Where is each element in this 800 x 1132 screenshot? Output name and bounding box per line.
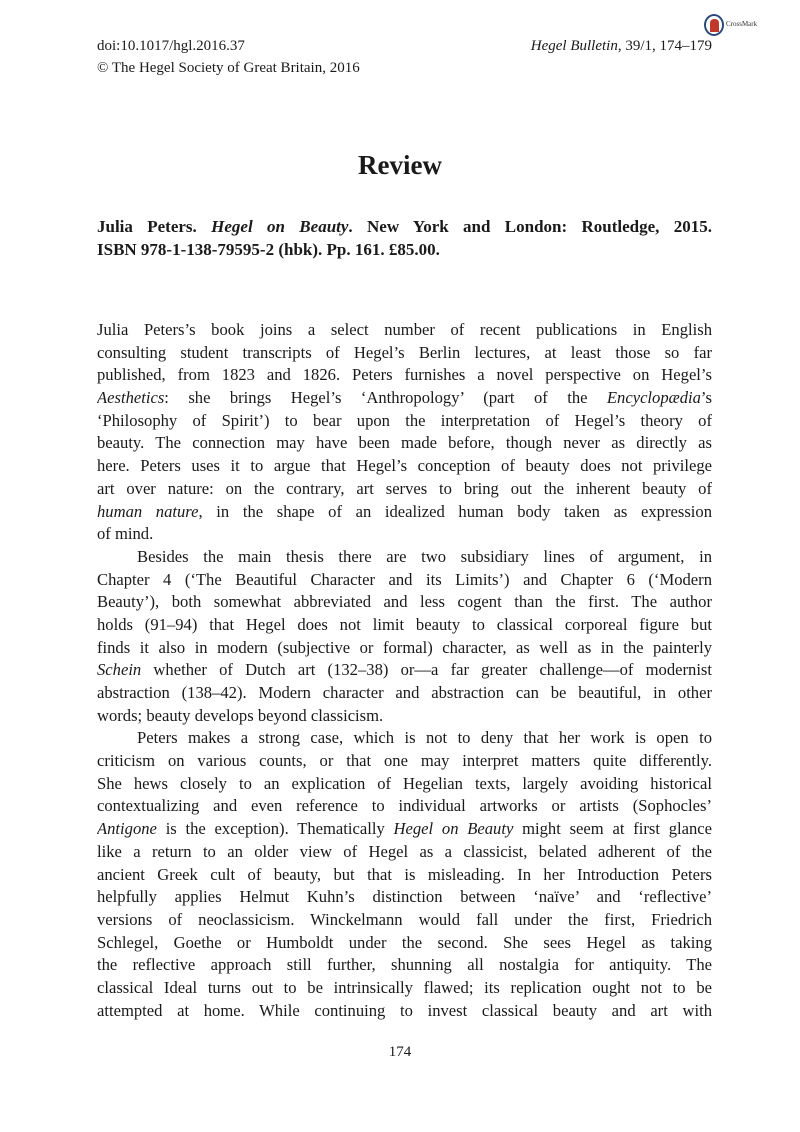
text-line bbox=[97, 523, 712, 546]
page-number: 174 bbox=[388, 1044, 412, 1060]
text-segment: Peters makes a strong case, which is not to deny that her work is open to bbox=[137, 728, 712, 748]
text-line bbox=[97, 773, 712, 796]
text-segment: is the exception). Thematically bbox=[156, 819, 394, 839]
book-citation bbox=[97, 215, 712, 261]
text-segment: helpfully applies Helmut Kuhn’s distinction between ‘naïve’ and ‘reflective’ bbox=[97, 887, 712, 907]
text-segment: abstraction (138–42). Modern character and abstraction can be beautiful, in other bbox=[97, 683, 712, 702]
text-segment: here. Peters uses it to argue that Hegel’s conception of beauty does not privilege bbox=[97, 456, 712, 476]
text-line bbox=[97, 410, 712, 433]
text-segment: , in the shape of an idealized human body taken as expression bbox=[198, 501, 712, 521]
text-segment: finds it also in modern (subjective or formal) character, as well as in the painterly bbox=[97, 637, 712, 657]
paragraph bbox=[97, 319, 712, 546]
text-segment: criticism on various counts, or that one may interpret matters quite differently. bbox=[97, 751, 712, 771]
citation-publisher: . New York and London: Routledge, 2015. bbox=[348, 217, 713, 236]
italic-text: Encyclopædia bbox=[606, 388, 701, 408]
page-title: Review bbox=[358, 150, 442, 180]
text-line bbox=[97, 432, 712, 455]
text-line bbox=[97, 342, 712, 365]
citation-author: Julia Peters bbox=[97, 217, 193, 236]
journal-name: Hegel Bulletin bbox=[530, 38, 618, 54]
italic-text: human nature bbox=[97, 501, 199, 521]
text-line bbox=[97, 319, 712, 342]
citation-separator: . bbox=[192, 217, 212, 236]
text-line bbox=[97, 932, 712, 955]
text-line bbox=[97, 364, 712, 387]
review-body bbox=[97, 319, 712, 1022]
text-segment: versions of neoclassicism. Winckelmann would fall under the first, Friedrich bbox=[97, 909, 712, 929]
text-line bbox=[97, 591, 712, 614]
text-segment: Besides the main thesis there are two subsidiary lines of argument, in bbox=[137, 546, 712, 566]
paragraph bbox=[97, 546, 712, 728]
italic-text: Aesthetics bbox=[97, 388, 165, 408]
text-line bbox=[97, 886, 712, 909]
text-segment: She hews closely to an explication of Hegelian texts, largely avoiding historical bbox=[97, 773, 712, 793]
text-line bbox=[97, 864, 712, 887]
text-segment: the reflective approach still further, shunning all nostalgia for antiquity. The bbox=[97, 955, 712, 975]
text-segment: of mind. bbox=[97, 524, 154, 544]
text-line bbox=[97, 478, 712, 501]
text-segment: words; beauty develops beyond classicism. bbox=[97, 705, 384, 725]
text-line bbox=[97, 637, 712, 660]
text-line bbox=[97, 954, 712, 977]
journal-issue: , 39/1, 174–179 bbox=[617, 38, 712, 54]
text-segment: whether of Dutch art (132–38) or—a far greater challenge—of modernist bbox=[141, 660, 712, 680]
text-line bbox=[97, 387, 712, 410]
text-line bbox=[97, 1000, 712, 1023]
text-segment: ‘Philosophy of Spirit’) to bear upon the interpretation of Hegel’s theory of bbox=[97, 410, 712, 430]
italic-text: Hegel on Beauty bbox=[393, 819, 514, 839]
text-line bbox=[97, 705, 712, 728]
text-segment: Schlegel, Goethe or Humboldt under the second. She sees Hegel as taking bbox=[97, 932, 712, 952]
text-line bbox=[97, 455, 712, 478]
text-line bbox=[97, 977, 712, 1000]
text-segment: like a return to an older view of Hegel as a classicist, belated adherent of the bbox=[97, 841, 712, 861]
text-segment: classical Ideal turns out to be intrinsically flawed; its replication ought not to be bbox=[97, 977, 712, 997]
text-line bbox=[97, 569, 712, 592]
text-line bbox=[97, 546, 712, 569]
text-line bbox=[97, 727, 712, 750]
text-segment: published, from 1823 and 1826. Peters furnishes a novel perspective on Hegel’s bbox=[97, 365, 712, 385]
paragraph bbox=[97, 727, 712, 1022]
text-segment: ancient Greek cult of beauty, but that is misleading. In her Introduction Peters bbox=[97, 864, 712, 884]
italic-text: Antigone bbox=[97, 819, 157, 839]
text-segment: ’s bbox=[700, 388, 712, 408]
text-segment: art over nature: on the contrary, art serves to bring out the inherent beauty of bbox=[97, 478, 712, 498]
text-segment: holds (91–94) that Hegel does not limit beauty to classical corporeal figure but bbox=[97, 614, 712, 634]
text-line bbox=[97, 614, 712, 637]
crossmark-badge[interactable] bbox=[704, 14, 764, 40]
text-segment: consulting student transcripts of Hegel’s Berlin lectures, at least those so far bbox=[97, 342, 712, 362]
text-segment: Chapter 4 (‘The Beautiful Character and its Limits’) and Chapter 6 (‘Modern bbox=[97, 569, 712, 589]
text-line bbox=[97, 659, 712, 682]
text-line bbox=[97, 841, 712, 864]
text-line bbox=[97, 795, 712, 818]
text-line bbox=[97, 682, 712, 705]
italic-text: Schein bbox=[97, 660, 142, 680]
journal-reference bbox=[531, 35, 712, 57]
text-segment: might seem at first glance bbox=[513, 819, 712, 839]
text-line bbox=[97, 909, 712, 932]
text-segment: : she brings Hegel’s ‘Anthropology’ (part of the bbox=[164, 388, 607, 408]
text-line bbox=[97, 501, 712, 524]
doi-link[interactable]: doi:10.1017/hgl.2016.37 bbox=[97, 38, 245, 54]
text-segment: attempted at home. While continuing to invest classical beauty and art with bbox=[97, 1000, 712, 1020]
crossmark-icon bbox=[704, 14, 724, 36]
copyright-notice: © The Hegel Society of Great Britain, 2016 bbox=[97, 60, 360, 76]
text-segment: Julia Peters’s book joins a select number of recent publications in English bbox=[97, 320, 712, 339]
citation-isbn-price: ISBN 978-1-138-79595-2 (hbk). Pp. 161. £85.00. bbox=[97, 240, 440, 259]
text-segment: contextualizing and even reference to individual artworks or artists (Sophocles’ bbox=[97, 796, 712, 816]
text-line bbox=[97, 750, 712, 773]
crossmark-label: CrossMark bbox=[726, 20, 758, 28]
text-segment: Beauty’), both somewhat abbreviated and less cogent than the first. The author bbox=[97, 592, 712, 612]
citation-book-title: Hegel on Beauty bbox=[211, 217, 349, 236]
text-line bbox=[97, 818, 712, 841]
text-segment: beauty. The connection may have been made before, though never as directly as bbox=[97, 433, 712, 453]
